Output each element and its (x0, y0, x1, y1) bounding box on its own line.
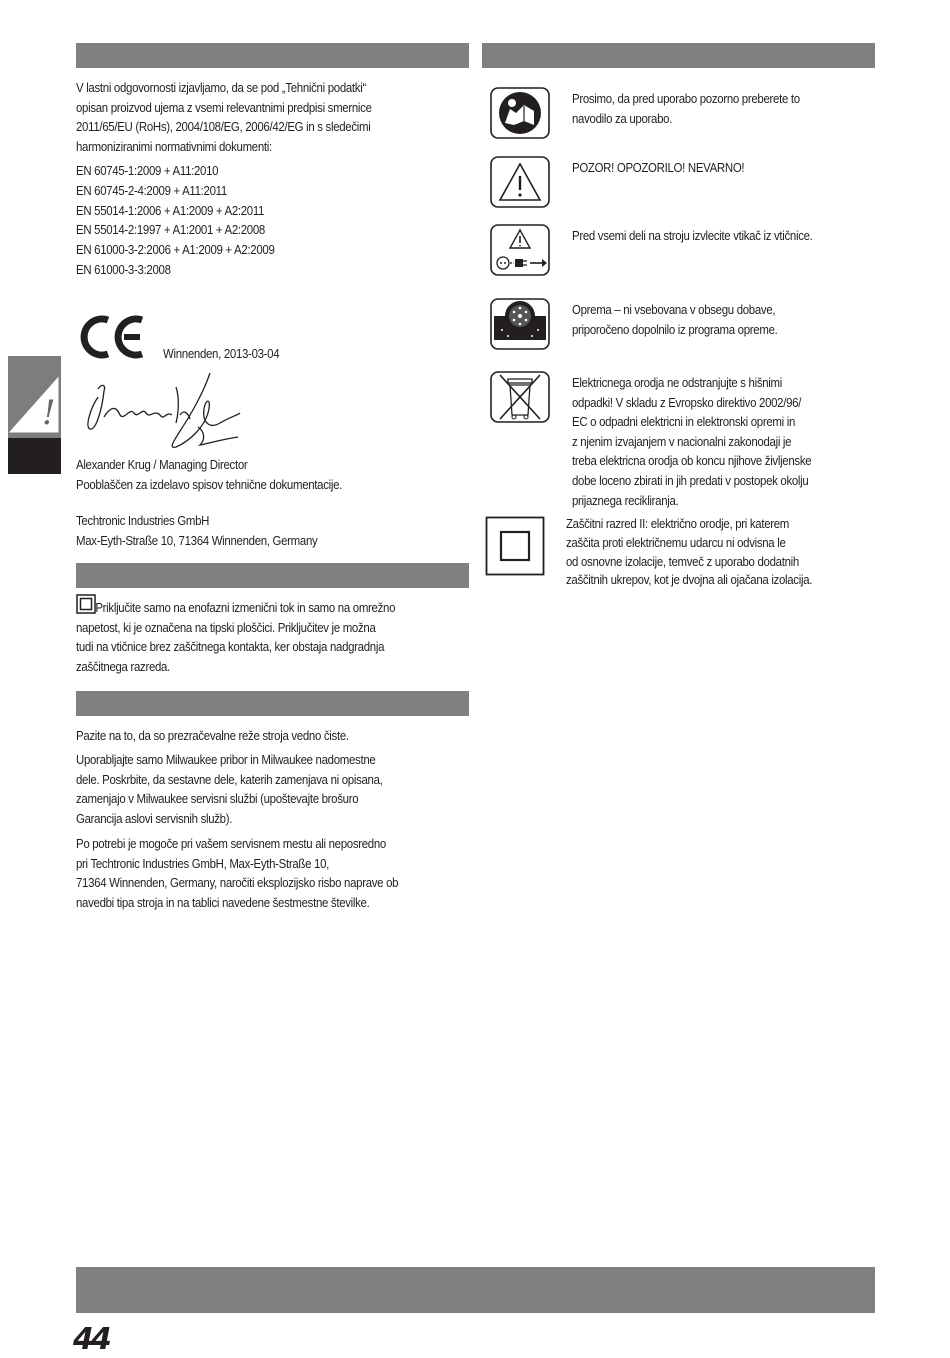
text-line: Pooblaščen za izdelavo spisov tehnične dokumentacije. (76, 476, 343, 492)
footer-bar (76, 1267, 875, 1313)
read-manual-text (572, 89, 800, 128)
standard-item: EN 55014-1:2006 + A1:2009 + A2:2011 (76, 202, 265, 218)
warning-triangle-icon (8, 356, 61, 474)
side-tab (8, 356, 61, 474)
weee-disposal-text (572, 373, 811, 510)
text-line: Priključite samo na enofazni izmenični tok in samo na omrežno (95, 600, 396, 615)
signature-image (80, 369, 245, 454)
warning-icon (490, 156, 550, 208)
company-address (76, 511, 317, 550)
text-line: prijaznega recikliranja. (572, 492, 679, 508)
standard-item: EN 60745-2-4:2009 + A11:2011 (76, 182, 227, 198)
text-line: dele. Poskrbite, da sestavne dele, katerih zamenjava ni opisana, (76, 771, 383, 787)
text-line: zamenjajo v Milwaukee servisni službi (upoštevajte brošuro (76, 791, 359, 807)
warning-text (572, 158, 744, 178)
text-line: navodilo za uporabo. (572, 110, 673, 126)
text-line: pri Techtronic Industries GmbH, Max-Eyth-Straße 10, (76, 855, 330, 871)
standard-item: EN 55014-2:1997 + A1:2001 + A2:2008 (76, 222, 265, 238)
weee-disposal-icon (490, 371, 550, 423)
standard-item: EN 61000-3-3:2008 (76, 261, 171, 277)
text-line: napetost, ki je označena na tipski ploščici. Priključitev je možna (76, 619, 376, 635)
text-line: odpadki! V skladu z Evropsko direktivo 2002/96/ (572, 394, 802, 410)
unplug-text (572, 226, 813, 246)
text-line: POZOR! OPOZORILO! NEVARNO! (572, 160, 745, 175)
text-line: tudi na vtičnice brez zaščitnega kontakta, ker obstaja nadgradnja (76, 639, 385, 655)
signatory (76, 455, 342, 494)
unplug-icon (490, 224, 550, 276)
text-line: Garancija aslovi servisnih služb). (76, 810, 233, 826)
read-manual-icon (490, 87, 550, 139)
text-line: od osnovne izolacije, temveč z uporabo dodatnih (566, 553, 799, 569)
section-header-maintenance (76, 691, 469, 716)
text-line: Oprema – ni vsebovana v obsegu dobave, (572, 302, 776, 317)
section-header-symbols (482, 43, 875, 68)
text-line: 2011/65/EU (RoHs), 2004/108/EG, 2006/42/EG in s sledečimi (76, 119, 371, 135)
svg-text:!: ! (42, 393, 56, 433)
text-line: treba elektricna orodja ob koncu njihove življenske (572, 453, 812, 469)
accessory-text (572, 300, 777, 339)
text-line: dobe loceno zbirati in jih predati v postopek okolju (572, 472, 809, 488)
text-line: Prosimo, da pred uporabo pozorno preberete to (572, 91, 800, 106)
page-number: 44 (73, 1322, 109, 1357)
text-line: opisan proizvod ujema z vsemi relevantnimi predpisi smernice (76, 99, 372, 115)
text-line: Pred vsemi deli na stroju izvlecite vtikač iz vtičnice. (572, 228, 813, 243)
text-line: Max-Eyth-Straße 10, 71364 Winnenden, Germany (76, 532, 318, 548)
text-line: Techtronic Industries GmbH (76, 513, 210, 528)
section-header-declaration (76, 43, 469, 68)
text-line: priporočeno dopolnilo iz programa opreme. (572, 321, 778, 337)
text-line: zaščitnega razreda. (76, 658, 170, 674)
ce-mark-icon (80, 314, 146, 360)
standard-item: EN 61000-3-2:2006 + A1:2009 + A2:2009 (76, 242, 275, 258)
text-line: Zaščitni razred II: električno orodje, pri katerem (566, 516, 790, 531)
maintenance-p2 (76, 750, 383, 828)
standard-item: EN 60745-1:2009 + A11:2010 (76, 163, 219, 178)
text-line: 71364 Winnenden, Germany, naročiti eksplozijsko risbo naprave ob (76, 875, 399, 891)
text-line: V lastni odgovornosti izjavljamo, da se pod „Tehnični podatki“ (76, 80, 366, 95)
text-line: Pazite na to, da so prezračevalne reže stroja vedno čiste. (76, 728, 349, 743)
text-line: EC o odpadni elektricni in elektronski opremi in (572, 414, 796, 430)
protection-class-icon (485, 516, 545, 576)
network-text (76, 598, 395, 676)
place-date: Winnenden, 2013-03-04 (163, 346, 280, 361)
text-line: Po potrebi je mogoče pri vašem servisnem mestu ali neposredno (76, 836, 386, 851)
accessory-icon (490, 298, 550, 350)
text-line: Alexander Krug / Managing Director (76, 457, 248, 472)
section-header-network (76, 563, 469, 588)
text-line: navedbi tipa stroja in na tablici navedene šestmestne številke. (76, 894, 370, 910)
text-line: Uporabljajte samo Milwaukee pribor in Milwaukee nadomestne (76, 752, 376, 767)
maintenance-p1 (76, 726, 349, 746)
text-line: harmoniziranimi normativnimi dokumenti: (76, 138, 272, 154)
text-line: Elektricnega orodja ne odstranjujte s hišnimi (572, 375, 782, 390)
standards-list (76, 161, 275, 280)
maintenance-p3 (76, 834, 398, 912)
protection-class-text (566, 515, 812, 590)
text-line: zaščitnih ukrepov, kot je dvojna ali ojačana izolacija. (566, 572, 813, 588)
text-line: zaščita proti električnemu udarcu ni odvisna le (566, 534, 786, 550)
declaration-intro (76, 78, 372, 156)
text-line: z njenim izvajanjem v nacionalni zakonodaji je (572, 433, 792, 449)
